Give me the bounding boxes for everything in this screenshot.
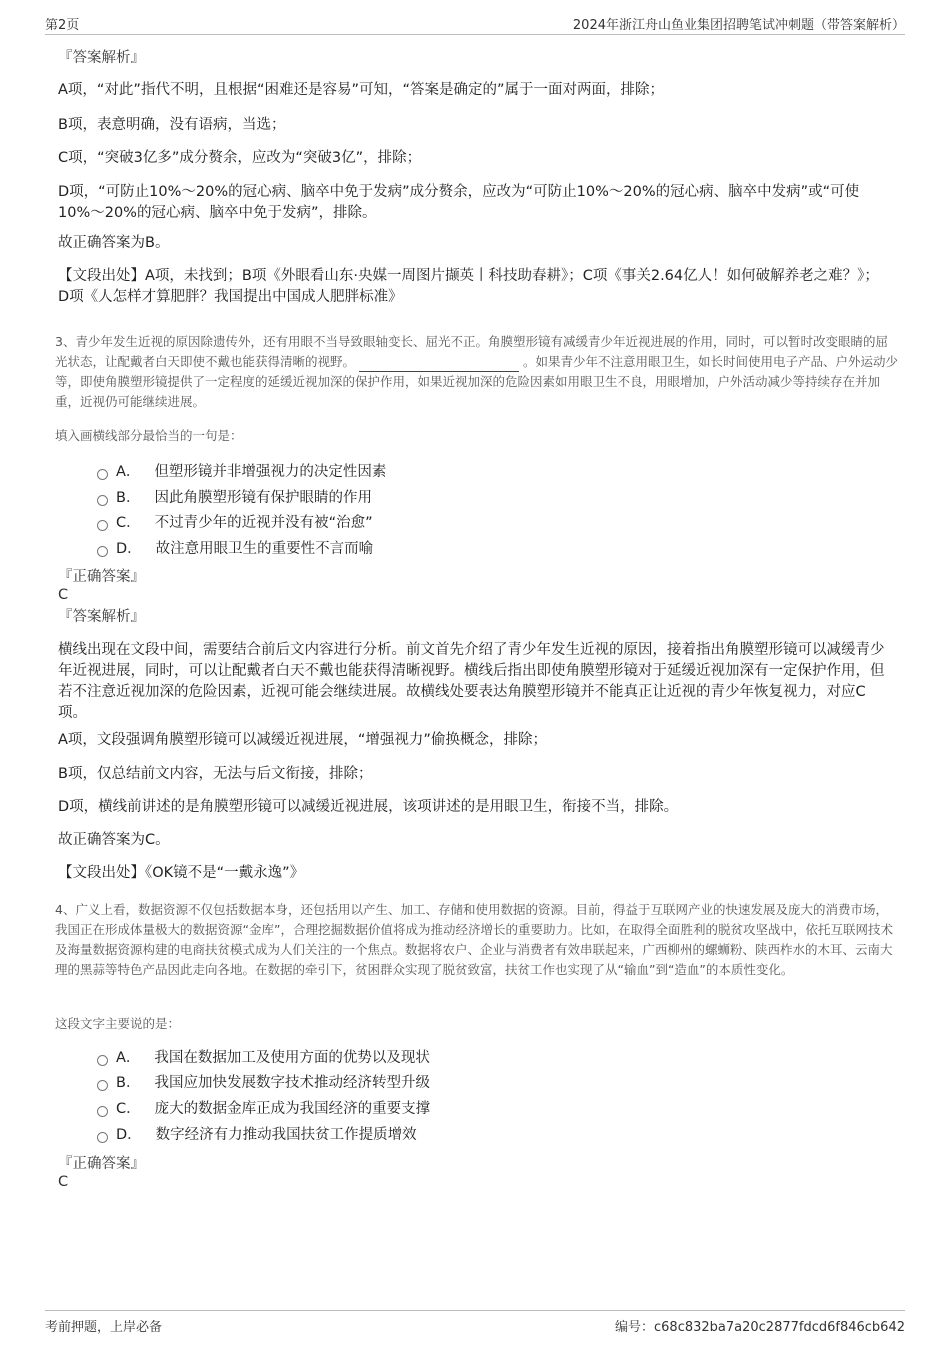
correct-answer-label: 『正确答案』 <box>58 1156 145 1172</box>
analysis-line-b: B项，表意明确，没有语病，当选； <box>58 117 286 133</box>
question-3-text <box>55 332 900 412</box>
correct-answer: C <box>58 587 69 603</box>
analysis-line-a: A项，文段强调角膜塑形镜可以减缓近视进展，“增强视力”偷换概念，排除； <box>58 732 547 748</box>
analysis-conclusion: 故正确答案为C。 <box>58 832 170 848</box>
radio-icon[interactable] <box>97 1132 108 1143</box>
option-d[interactable]: D． 故注意用眼卫生的重要性不言而喻 <box>97 539 373 559</box>
analysis-label: 『答案解析』 <box>58 50 145 66</box>
question-4-prompt: 这段文字主要说的是： <box>55 1016 181 1031</box>
correct-answer: C <box>58 1174 69 1190</box>
option-c[interactable]: C． 不过青少年的近视并没有被“治愈” <box>97 513 373 533</box>
page-header <box>45 14 905 35</box>
question-4-text: 4、广义上看，数据资源不仅包括数据本身，还包括用以产生、加工、存储和使用数据的资源。目前，得益于互联网产业的快速发展及庞大的消费市场，我国正在形成体量极大的数据资源“金库”，合理挖掘数据价值将成为推动经济增长的重要助力。比如，在取得全面胜利的脱贫攻坚战中，依托互联网技术及海量数据资源构建的电商扶贫模式成为人们关注的一个焦点。数据将农户、企业与消费者有效串联起来，广西柳州的螺蛳粉、陕西柞水的木耳、云南大理的黑蒜等特色产品因此走向各地。在数据的牵引下，贫困群众实现了脱贫致富，扶贫工作也实现了从“输血”到“造血”的本质性变化。 <box>55 902 893 977</box>
radio-icon[interactable] <box>97 520 108 531</box>
analysis-label: 『答案解析』 <box>58 609 145 625</box>
analysis-line-d: D项，横线前讲述的是角膜塑形镜可以减缓近视进展，该项讲述的是用眼卫生，衔接不当，排除。 <box>58 799 679 815</box>
analysis-line-c: C项，“突破3亿多”成分赘余，应改为“突破3亿”，排除； <box>58 150 422 166</box>
page-number: 第2页 <box>45 18 80 33</box>
correct-answer-label: 『正确答案』 <box>58 569 145 585</box>
option-d[interactable]: D． 数字经济有力推动我国扶贫工作提质增效 <box>97 1125 417 1145</box>
document-title: 2024年浙江舟山鱼业集团招聘笔试冲刺题（带答案解析） <box>572 18 905 33</box>
radio-icon[interactable] <box>97 495 108 506</box>
radio-icon[interactable] <box>97 469 108 480</box>
radio-icon[interactable] <box>97 1055 108 1066</box>
source-note: 【文段出处】A项，未找到；B项《外眼看山东·央媒一周图片撷英丨科技助春耕》；C项《事关2.64亿人！如何破解养老之难？》；D项《人怎样才算肥胖？我国提出中国成人肥胖标准》 <box>58 268 879 305</box>
question-3-text-before: 3、青少年发生近视的原因除遗传外，还有用眼不当导致眼轴变长、屈光不正。角膜塑形镜有减缓青少年近视进展的作用，同时，可以暂时改变眼睛的屈光状态，让配戴者白天即使不戴也能获得清晰的视野。 <box>55 334 888 369</box>
radio-icon[interactable] <box>97 546 108 557</box>
option-c[interactable]: C． 庞大的数据金库正成为我国经济的重要支撑 <box>97 1099 430 1119</box>
radio-icon[interactable] <box>97 1080 108 1091</box>
question-3-prompt: 填入画横线部分最恰当的一句是： <box>55 428 243 443</box>
source-note: 【文段出处】《OK镜不是“一戴永逸”》 <box>58 865 305 881</box>
analysis-line-a: A项，“对此”指代不明，且根据“困难还是容易”可知，“答案是确定的”属于一面对两面，排除； <box>58 82 664 98</box>
document-id: 编号：c68c832ba7a20c2877fdcd6f846cb642 <box>615 1320 905 1335</box>
radio-icon[interactable] <box>97 1106 108 1117</box>
analysis-conclusion: 故正确答案为B。 <box>58 235 170 251</box>
analysis-line-d: D项，“可防止10%～20%的冠心病、脑卒中免于发病”成分赘余，应改为“可防止10%～20%的冠心病、脑卒中发病”或“可使10%～20%的冠心病、脑卒中免于发病”，排除。 <box>58 184 860 221</box>
fill-blank <box>359 357 519 372</box>
analysis-line-b: B项，仅总结前文内容，无法与后文衔接，排除； <box>58 766 373 782</box>
option-b[interactable]: B． 我国应加快发展数字技术推动经济转型升级 <box>97 1073 430 1093</box>
option-a[interactable]: A． 但塑形镜并非增强视力的决定性因素 <box>97 462 386 482</box>
option-b[interactable]: B． 因此角膜塑形镜有保护眼睛的作用 <box>97 488 372 508</box>
question-3-text-after: 。如果青少年不注意用眼卫生，如长时间使用电子产品、户外运动少等，即使角膜塑形镜提供了一定程度的延缓近视加深的保护作用，如果近视加深的危险因素如用眼卫生不良，用眼增加，户外活动减少等持续存在并加重，近视仍可能继续进展。 <box>55 354 899 409</box>
analysis-main: 横线出现在文段中间，需要结合前后文内容进行分析。前文首先介绍了青少年发生近视的原因，接着指出角膜塑形镜可以减缓青少年近视进展，同时，可以让配戴者白天不戴也能获得清晰视野。横线后指出即使角膜塑形镜对于延缓近视加深有一定保护作用，但若不注意近视加深的危险因素，近视可能会继续进展。故横线处要表达角膜塑形镜并不能真正让近视的青少年恢复视力，对应C项。 <box>58 642 885 721</box>
footer-slogan: 考前押题，上岸必备 <box>45 1320 163 1335</box>
page-footer <box>45 1310 905 1335</box>
option-a[interactable]: A． 我国在数据加工及使用方面的优势以及现状 <box>97 1048 430 1068</box>
